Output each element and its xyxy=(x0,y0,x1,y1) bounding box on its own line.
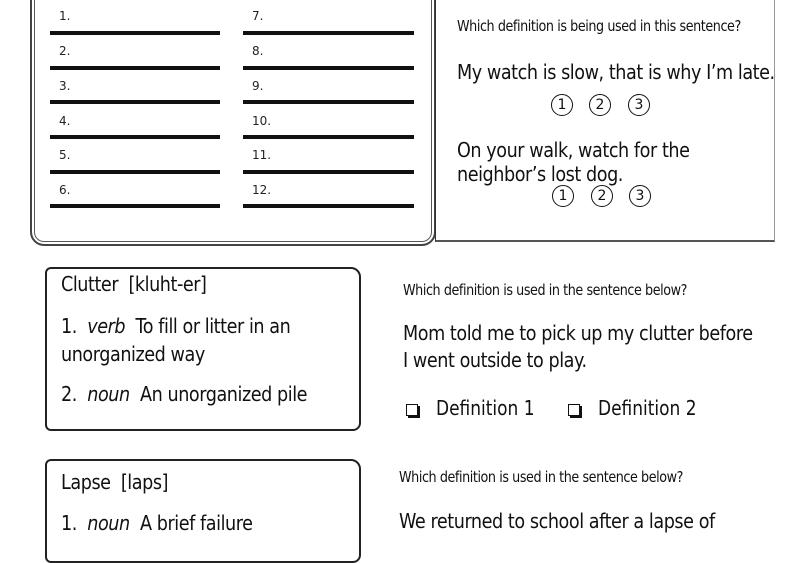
answer-line-4[interactable] xyxy=(50,135,220,139)
answer-line-3[interactable] xyxy=(50,100,220,104)
clutter-definition-2: 2. noun An unorganized pile xyxy=(61,382,308,406)
answer-line-8[interactable] xyxy=(243,66,414,70)
definition-1-label: Definition 1 xyxy=(436,396,535,420)
watch-sentence-2-line1: On your walk, watch for the xyxy=(457,138,690,162)
definition-1-checkbox[interactable] xyxy=(406,404,418,416)
pronunciation: [kluht-er] xyxy=(128,272,207,296)
answer-number: 12. xyxy=(252,183,272,197)
answer-number: 2. xyxy=(59,44,71,58)
answer-line-11[interactable] xyxy=(243,170,414,174)
part-of-speech: noun xyxy=(87,511,130,535)
answer-frame xyxy=(30,0,436,246)
part-of-speech: noun xyxy=(87,382,130,406)
definition-2-checkbox[interactable] xyxy=(568,404,580,416)
answer-line-2[interactable] xyxy=(50,66,220,70)
answer-number: 5. xyxy=(59,148,71,162)
answer-line-6[interactable] xyxy=(50,204,220,208)
answer-line-12[interactable] xyxy=(243,204,414,208)
clutter-prompt: Which definition is used in the sentence below? xyxy=(403,281,687,299)
answer-number: 6. xyxy=(59,183,71,197)
clutter-sentence-line1: Mom told me to pick up my clutter before xyxy=(403,321,753,345)
answer-number: 8. xyxy=(252,44,264,58)
answer-number: 7. xyxy=(252,9,264,23)
answer-number: 4. xyxy=(59,114,71,128)
choice-2-circle[interactable]: 2 xyxy=(589,94,611,116)
choice-2-circle[interactable]: 2 xyxy=(591,185,613,207)
answer-number: 1. xyxy=(59,9,71,23)
word: Clutter xyxy=(61,272,119,296)
answer-line-7[interactable] xyxy=(243,31,414,35)
pronunciation: [laps] xyxy=(120,470,169,494)
answer-number: 3. xyxy=(59,79,71,93)
clutter-definition-1: 1. verb To fill or litter in an xyxy=(61,314,291,338)
lapse-prompt: Which definition is used in the sentence below? xyxy=(399,468,683,486)
answer-number: 9. xyxy=(252,79,264,93)
lapse-definition-1: 1. noun A brief failure xyxy=(61,511,253,535)
choice-1-circle[interactable]: 1 xyxy=(551,94,573,116)
answer-line-9[interactable] xyxy=(243,100,414,104)
word: Lapse xyxy=(61,470,111,494)
clutter-sentence-line2: I went outside to play. xyxy=(403,348,587,372)
clutter-definition-1-cont: unorganized way xyxy=(61,342,205,366)
choice-1-circle[interactable]: 1 xyxy=(552,185,574,207)
watch-sentence-2-line2: neighbor’s lost dog. xyxy=(457,162,623,186)
answer-number: 11. xyxy=(252,148,272,162)
answer-line-1[interactable] xyxy=(50,31,220,35)
answer-line-5[interactable] xyxy=(50,170,220,174)
clutter-heading xyxy=(61,272,206,296)
answer-number: 10. xyxy=(252,114,272,128)
watch-prompt: Which definition is being used in this sentence? xyxy=(457,17,741,35)
choice-3-circle[interactable]: 3 xyxy=(629,185,651,207)
watch-sentence-1: My watch is slow, that is why I’m late. xyxy=(457,60,775,84)
definition-2-label: Definition 2 xyxy=(598,396,697,420)
part-of-speech: verb xyxy=(87,314,126,338)
lapse-heading xyxy=(61,470,168,494)
answer-line-10[interactable] xyxy=(243,135,414,139)
choice-3-circle[interactable]: 3 xyxy=(628,94,650,116)
lapse-sentence-line1: We returned to school after a lapse of xyxy=(399,509,715,533)
